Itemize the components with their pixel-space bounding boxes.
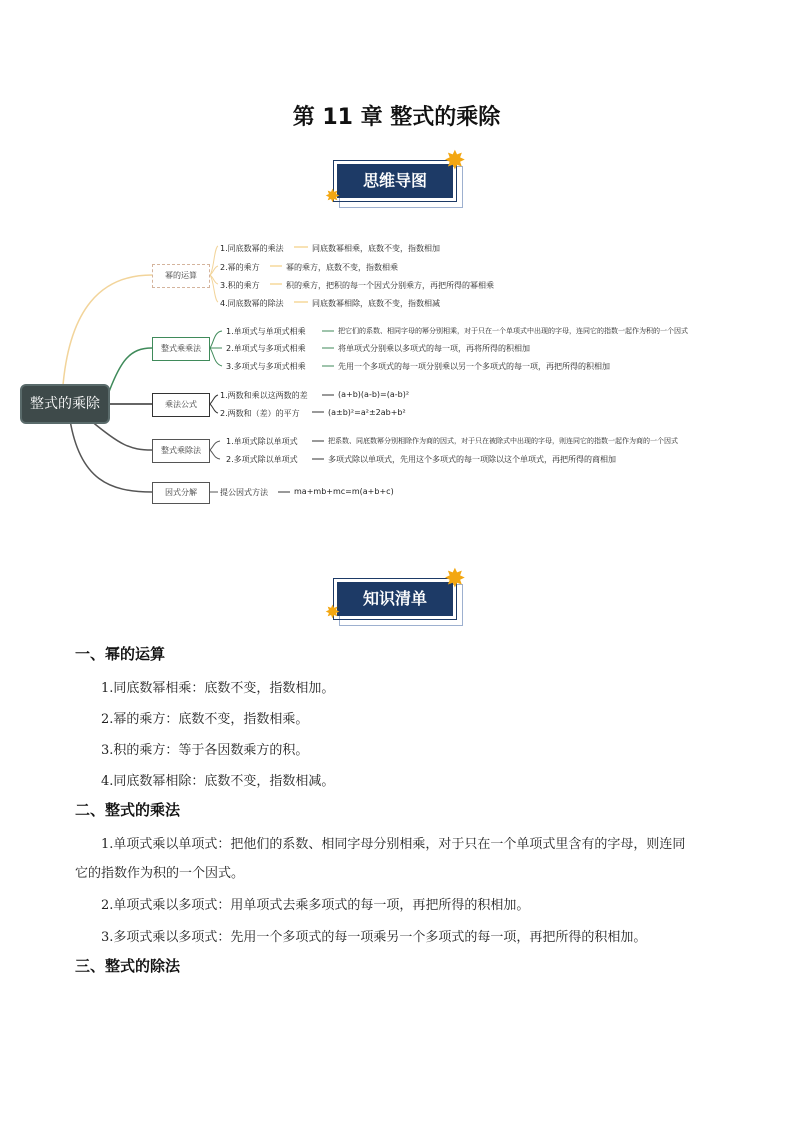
- mindmap-item-desc: 同底数幂相除，底数不变，指数相减: [312, 299, 440, 308]
- section-heading: 三、整式的除法: [75, 957, 181, 975]
- mindmap-item-desc: 把系数、同底数幂分别相除作为商的因式，对于只在被除式中出现的字母，则连同它的指数一起作为商的一个因式: [328, 437, 678, 445]
- paragraph: 1.单项式乘以单项式：把他们的系数、相同字母分别相乘，对于只在一个单项式里含有的字母，则连同: [101, 837, 686, 852]
- mindmap-banner: [333, 160, 457, 202]
- mindmap-item-desc: 将单项式分别乘以多项式的每一项，再将所得的积相加: [338, 344, 530, 353]
- mindmap-root: 整式的乘除: [20, 384, 110, 424]
- knowledge-banner-label: 知识清单: [337, 582, 453, 616]
- mindmap-item-label: 1.单项式除以单项式: [226, 437, 298, 446]
- mindmap-item-desc: (a±b)²=a²±2ab+b²: [328, 408, 406, 417]
- section-heading: 一、幂的运算: [75, 645, 166, 663]
- mindmap-branch-multiplication: 整式乘乘法: [152, 337, 210, 361]
- star-icon: ✸: [325, 602, 341, 623]
- mindmap-item-label: 1.单项式与单项式相乘: [226, 327, 306, 336]
- paragraph: 2.单项式乘以多项式：用单项式去乘多项式的每一项，再把所得的积相加。: [101, 898, 530, 913]
- mindmap-item-desc: 同底数幂相乘，底数不变，指数相加: [312, 244, 440, 253]
- star-icon: ✸: [325, 186, 341, 207]
- paragraph: 2.幂的乘方：底数不变，指数相乘。: [101, 712, 309, 727]
- mindmap-item-label: 1.两数和乘以这两数的差: [220, 391, 308, 400]
- mindmap-item-label: 2.单项式与多项式相乘: [226, 344, 306, 353]
- mindmap-item-label: 3.积的乘方: [220, 281, 260, 290]
- mindmap-branch-division: 整式乘除法: [152, 439, 210, 463]
- mindmap-item-desc: ma+mb+mc=m(a+b+c): [294, 487, 394, 496]
- mindmap-item-desc: 多项式除以单项式，先用这个多项式的每一项除以这个单项式，再把所得的商相加: [328, 455, 616, 464]
- mindmap-item-desc: 积的乘方，把积的每一个因式分别乘方，再把所得的幂相乘: [286, 281, 494, 290]
- star-icon: ✸: [444, 146, 466, 176]
- paragraph: 1.同底数幂相乘：底数不变，指数相加。: [101, 681, 335, 696]
- mindmap-item-label: 4.同底数幂的除法: [220, 299, 284, 308]
- mindmap-item-desc: 先用一个多项式的每一项分别乘以另一个多项式的每一项，再把所得的积相加: [338, 362, 610, 371]
- mindmap-connectors: [0, 230, 793, 520]
- star-icon: ✸: [444, 564, 466, 594]
- paragraph: 3.积的乘方：等于各因数乘方的积。: [101, 743, 309, 758]
- mindmap-item-desc: 幂的乘方，底数不变，指数相乘: [286, 263, 398, 272]
- mindmap-branch-factoring: 因式分解: [152, 482, 210, 504]
- mindmap-item-desc: 把它们的系数、相同字母的幂分别相乘，对于只在一个单项式中出现的字母，连同它的指数一起作为积的一个因式: [338, 327, 688, 335]
- knowledge-banner: [333, 578, 457, 620]
- section-heading: 二、整式的乘法: [75, 801, 181, 819]
- paragraph: 3.多项式乘以多项式：先用一个多项式的每一项乘另一个多项式的每一项，再把所得的积相加。: [101, 930, 647, 945]
- mindmap-item-desc: (a+b)(a-b)=(a-b)²: [338, 390, 410, 399]
- mindmap-branch-power: 幂的运算: [152, 264, 210, 288]
- mindmap-branch-formula: 乘法公式: [152, 393, 210, 417]
- page-title: 第 11 章 整式的乘除: [292, 105, 501, 130]
- mindmap-item-label: 1.同底数幂的乘法: [220, 244, 284, 253]
- mindmap-item-label: 提公因式方法: [220, 488, 268, 497]
- paragraph: 它的指数作为积的一个因式。: [75, 866, 245, 881]
- mindmap-item-label: 3.多项式与多项式相乘: [226, 362, 306, 371]
- mindmap-item-label: 2.两数和（差）的平方: [220, 409, 300, 418]
- mindmap-item-label: 2.幂的乘方: [220, 263, 260, 272]
- mindmap-banner-label: 思维导图: [337, 164, 453, 198]
- mindmap-item-label: 2.多项式除以单项式: [226, 455, 298, 464]
- paragraph: 4.同底数幂相除：底数不变，指数相减。: [101, 774, 335, 789]
